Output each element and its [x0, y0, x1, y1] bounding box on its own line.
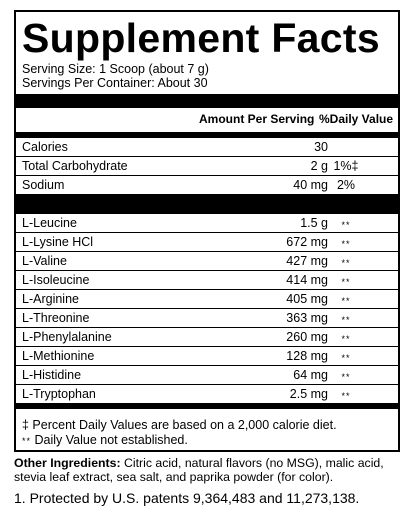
table-row — [16, 232, 398, 251]
nutrient-name: L-Phenylalanine — [22, 330, 112, 344]
nutrient-name: Calories — [22, 140, 68, 154]
table-row — [16, 308, 398, 327]
nutrient-amount: 2 g — [310, 159, 328, 173]
nutrient-name: L-Leucine — [22, 216, 77, 230]
footnote-not-established — [22, 433, 188, 448]
nutrient-name: Total Carbohydrate — [22, 159, 128, 173]
table-row — [16, 213, 398, 232]
panel-title: Supplement Facts — [22, 15, 380, 61]
nutrient-amount: 128 mg — [286, 349, 328, 363]
nutrient-amount: 40 mg — [293, 178, 328, 192]
footnote-not-established-text: Daily Value not established. — [31, 433, 188, 447]
nutrient-name: L-Threonine — [22, 311, 90, 325]
daily-value: ** — [341, 277, 351, 287]
table-row — [16, 270, 398, 289]
daily-value: ** — [341, 296, 351, 306]
daily-value: 1%‡ — [333, 159, 359, 173]
serving-size: Serving Size: 1 Scoop (about 7 g) — [22, 62, 209, 76]
daily-value: ** — [341, 372, 351, 382]
table-row — [16, 346, 398, 365]
other-ingredients-text: Citric acid, natural flavors (no MSG), malic acid, stevia leaf extract, sea salt, and paprika powder (for color). — [14, 456, 384, 484]
nutrient-amount: 427 mg — [286, 254, 328, 268]
daily-value: 2% — [336, 178, 356, 192]
nutrient-amount: 405 mg — [286, 292, 328, 306]
thick-rule-middle — [16, 194, 398, 213]
amount-header: Amount Per Serving — [199, 112, 315, 126]
table-row — [16, 365, 398, 384]
daily-value: ** — [341, 220, 351, 230]
thick-rule-bottom — [16, 403, 398, 409]
daily-value: ** — [341, 239, 351, 249]
nutrient-amount: 2.5 mg — [289, 387, 328, 401]
nutrient-amount: 672 mg — [286, 235, 328, 249]
nutrient-name: L-Valine — [22, 254, 67, 268]
daily-value: ** — [341, 391, 351, 401]
dv-header: %Daily Value — [319, 112, 394, 126]
nutrient-amount: 414 mg — [286, 273, 328, 287]
daily-value: ** — [341, 258, 351, 268]
nutrient-amount: 363 mg — [286, 311, 328, 325]
other-ingredients — [14, 456, 410, 484]
table-row — [16, 156, 398, 175]
nutrient-name: L-Histidine — [22, 368, 82, 382]
nutrient-name: L-Isoleucine — [22, 273, 90, 287]
nutrient-name: Sodium — [22, 178, 65, 192]
thick-rule-top — [16, 94, 398, 108]
daily-value: ** — [341, 334, 351, 344]
daily-value: ** — [341, 353, 351, 363]
nutrient-name: L-Lysine HCl — [22, 235, 94, 249]
supplement-facts-panel — [14, 10, 400, 452]
daily-value: ** — [341, 315, 351, 325]
nutrient-name: L-Methionine — [22, 349, 95, 363]
nutrient-name: L-Tryptophan — [22, 387, 96, 401]
patent-note: 1. Protected by U.S. patents 9,364,483 and 11,273,138. — [14, 490, 360, 506]
table-row — [16, 137, 398, 156]
footnote-percent-dv: ‡ Percent Daily Values are based on a 2,000 calorie diet. — [22, 418, 337, 432]
table-row — [16, 175, 398, 194]
other-ingredients-label: Other Ingredients: — [14, 456, 121, 470]
table-row — [16, 384, 398, 403]
table-row — [16, 289, 398, 308]
table-row — [16, 327, 398, 346]
double-asterisk-symbol: ** — [22, 436, 32, 446]
servings-per-container: Servings Per Container: About 30 — [22, 76, 208, 90]
nutrient-amount: 64 mg — [293, 368, 328, 382]
nutrient-amount: 30 — [314, 140, 328, 154]
nutrient-amount: 260 mg — [286, 330, 328, 344]
table-row — [16, 251, 398, 270]
nutrient-amount: 1.5 g — [300, 216, 328, 230]
nutrient-name: L-Arginine — [22, 292, 79, 306]
